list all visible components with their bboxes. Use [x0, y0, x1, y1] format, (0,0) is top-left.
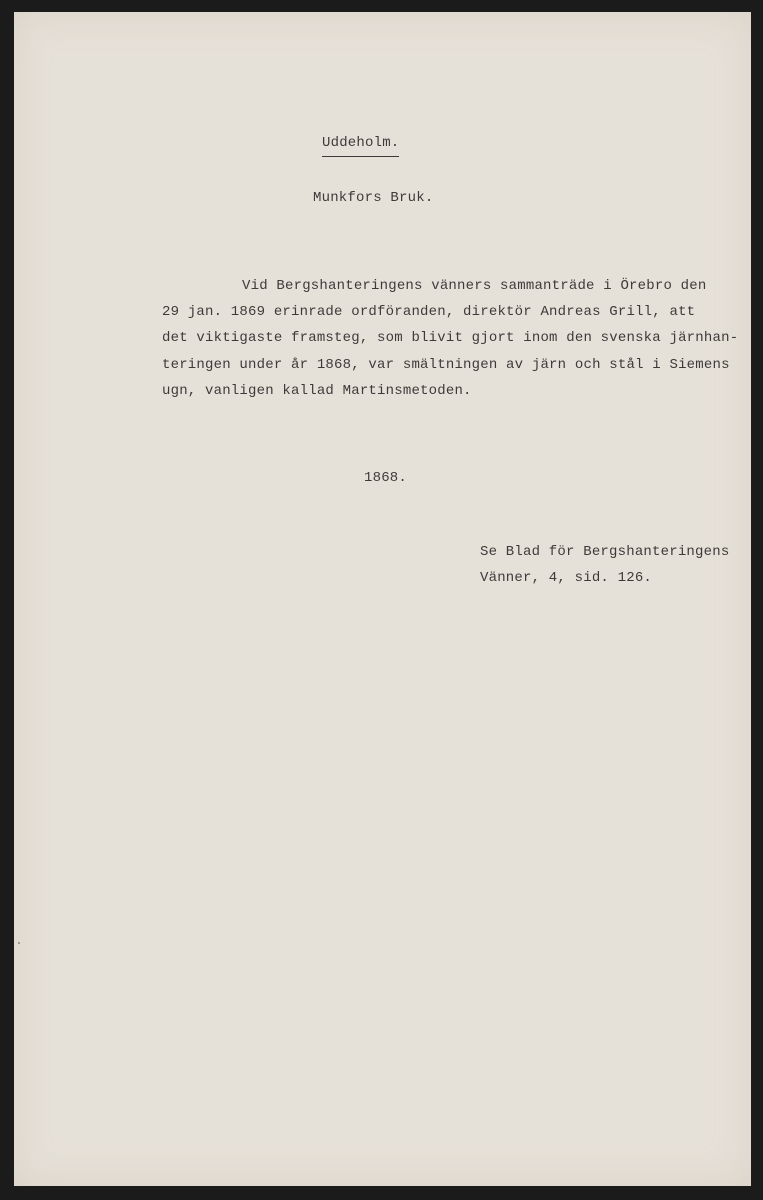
paragraph-line: teringen under år 1868, var smältningen av järn och stål i Siemens — [162, 356, 730, 373]
page-heading: Uddeholm. — [322, 135, 399, 157]
paragraph-line: 29 jan. 1869 erinrade ordföranden, direktör Andreas Grill, att — [162, 304, 696, 321]
year-label: 1868. — [364, 470, 408, 486]
body-paragraph — [162, 273, 742, 404]
paragraph-line: ugn, vanligen kallad Martinsmetoden. — [162, 382, 472, 399]
reference-line: Vänner, 4, sid. 126. — [480, 570, 653, 586]
paper-speck — [18, 942, 20, 944]
document-page — [14, 12, 751, 1186]
paragraph-line: Vid Bergshanteringens vänners sammanträde i Örebro den — [242, 278, 707, 294]
page-subheading: Munkfors Bruk. — [313, 190, 434, 206]
reference-line: Se Blad för Bergshanteringens — [480, 544, 730, 560]
paragraph-line: det viktigaste framsteg, som blivit gjort inom den svenska järnhan- — [162, 330, 739, 347]
source-reference — [480, 539, 729, 591]
